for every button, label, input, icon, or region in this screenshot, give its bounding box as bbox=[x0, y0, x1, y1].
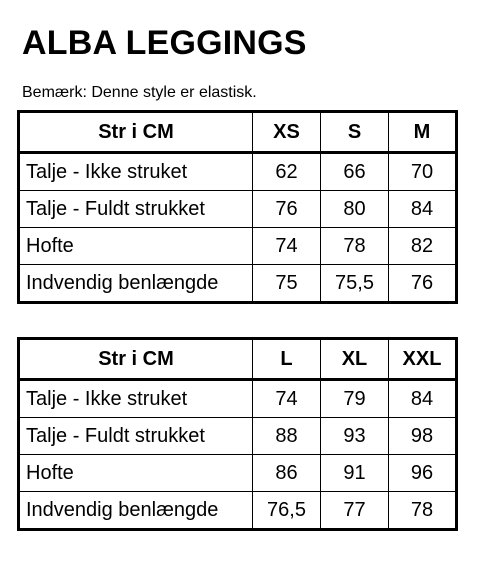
table-cell: 79 bbox=[321, 380, 389, 418]
table-cell: 80 bbox=[321, 191, 389, 228]
table-header-row bbox=[19, 339, 457, 380]
table-cell: 84 bbox=[389, 380, 457, 418]
column-header-size: XXL bbox=[389, 339, 457, 380]
size-table-xs-m bbox=[17, 110, 458, 304]
table-cell: 75,5 bbox=[321, 265, 389, 303]
table-cell: 98 bbox=[389, 418, 457, 455]
table-cell: 78 bbox=[321, 228, 389, 265]
row-label: Talje - Fuldt strukket bbox=[19, 418, 253, 455]
table-cell: 77 bbox=[321, 492, 389, 530]
table-cell: 82 bbox=[389, 228, 457, 265]
table-row bbox=[19, 492, 457, 530]
row-label: Indvendig benlængde bbox=[19, 492, 253, 530]
table-cell: 66 bbox=[321, 153, 389, 191]
table-cell: 70 bbox=[389, 153, 457, 191]
column-header-size: XS bbox=[253, 112, 321, 153]
table-cell: 76,5 bbox=[253, 492, 321, 530]
row-label: Talje - Fuldt strukket bbox=[19, 191, 253, 228]
table-row bbox=[19, 455, 457, 492]
table-cell: 86 bbox=[253, 455, 321, 492]
table-row bbox=[19, 418, 457, 455]
table-cell: 74 bbox=[253, 228, 321, 265]
table-cell: 91 bbox=[321, 455, 389, 492]
row-label: Indvendig benlængde bbox=[19, 265, 253, 303]
row-label: Talje - Ikke struket bbox=[19, 153, 253, 191]
table-cell: 93 bbox=[321, 418, 389, 455]
table-cell: 84 bbox=[389, 191, 457, 228]
table-cell: 88 bbox=[253, 418, 321, 455]
table-cell: 76 bbox=[389, 265, 457, 303]
page-title: ALBA LEGGINGS bbox=[22, 24, 307, 62]
table-row bbox=[19, 191, 457, 228]
table-cell: 62 bbox=[253, 153, 321, 191]
table-cell: 78 bbox=[389, 492, 457, 530]
column-header-size: S bbox=[321, 112, 389, 153]
row-label: Hofte bbox=[19, 228, 253, 265]
table-cell: 75 bbox=[253, 265, 321, 303]
table-cell: 76 bbox=[253, 191, 321, 228]
table-cell: 96 bbox=[389, 455, 457, 492]
size-table-l-xxl bbox=[17, 337, 458, 531]
table-header-row bbox=[19, 112, 457, 153]
column-header-size: XL bbox=[321, 339, 389, 380]
column-header-measurement: Str i CM bbox=[19, 112, 253, 153]
table-cell: 74 bbox=[253, 380, 321, 418]
column-header-size: L bbox=[253, 339, 321, 380]
column-header-size: M bbox=[389, 112, 457, 153]
table-row bbox=[19, 265, 457, 303]
table-row bbox=[19, 380, 457, 418]
row-label: Talje - Ikke struket bbox=[19, 380, 253, 418]
table-row bbox=[19, 153, 457, 191]
row-label: Hofte bbox=[19, 455, 253, 492]
column-header-measurement: Str i CM bbox=[19, 339, 253, 380]
elasticity-note: Bemærk: Denne style er elastisk. bbox=[22, 84, 257, 101]
table-row bbox=[19, 228, 457, 265]
